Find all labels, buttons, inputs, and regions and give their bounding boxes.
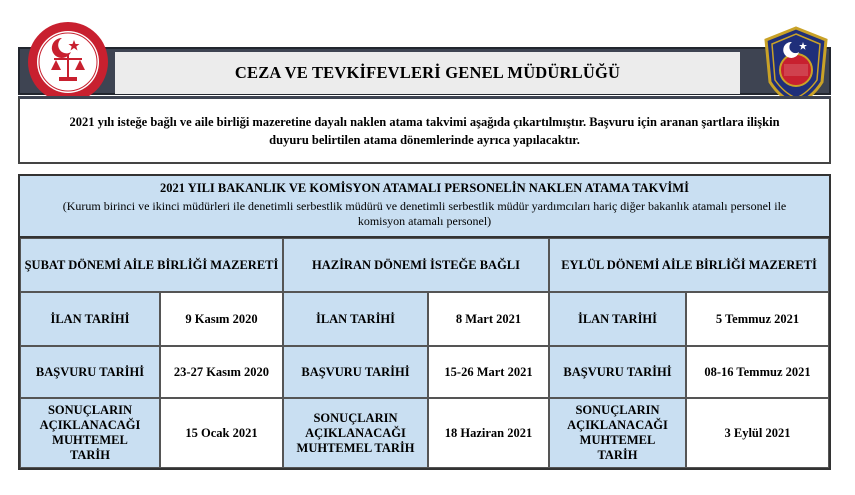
ilan-value-subat: 9 Kasım 2020 bbox=[160, 292, 283, 346]
period-header-eylul: EYLÜL DÖNEMİ AİLE BİRLİĞİ MAZERETİ bbox=[549, 238, 829, 292]
basvuru-value-haziran: 15-26 Mart 2021 bbox=[428, 346, 549, 398]
schedule-header bbox=[20, 176, 829, 238]
page-title: CEZA VE TEVKİFEVLERİ GENEL MÜDÜRLÜĞÜ bbox=[115, 52, 740, 94]
cte-shield-emblem-icon bbox=[762, 26, 830, 106]
ilan-label-subat: İLAN TARİHİ bbox=[20, 292, 160, 346]
ilan-label-eylul: İLAN TARİHİ bbox=[549, 292, 686, 346]
basvuru-value-eylul: 08-16 Temmuz 2021 bbox=[686, 346, 829, 398]
basvuru-label-subat: BAŞVURU TARİHİ bbox=[20, 346, 160, 398]
basvuru-label-eylul: BAŞVURU TARİHİ bbox=[549, 346, 686, 398]
sonuc-value-haziran: 18 Haziran 2021 bbox=[428, 398, 549, 468]
period-header-haziran: HAZİRAN DÖNEMİ İSTEĞE BAĞLI bbox=[283, 238, 549, 292]
sonuc-value-subat: 15 Ocak 2021 bbox=[160, 398, 283, 468]
ministry-of-justice-seal-icon bbox=[26, 20, 110, 104]
period-header-subat: ŞUBAT DÖNEMİ AİLE BİRLİĞİ MAZERETİ bbox=[20, 238, 283, 292]
sonuc-label-subat: SONUÇLARIN AÇIKLANACAĞI MUHTEMEL TARİH bbox=[20, 398, 160, 468]
basvuru-value-subat: 23-27 Kasım 2020 bbox=[160, 346, 283, 398]
ilan-label-haziran: İLAN TARİHİ bbox=[283, 292, 428, 346]
notice-text: 2021 yılı isteğe bağlı ve aile birliği mazeretine dayalı naklen atama takvimi aşağıda çıkartılmıştır. Başvuru için aranan şartlara ilişkin duyuru belirtilen atama dönemlerinde ayrıca yapılacaktır. bbox=[18, 96, 831, 164]
basvuru-label-haziran: BAŞVURU TARİHİ bbox=[283, 346, 428, 398]
schedule-title: 2021 YILI BAKANLIK VE KOMİSYON ATAMALI PERSONELİN NAKLEN ATAMA TAKVİMİ bbox=[160, 181, 689, 195]
sonuc-label-haziran: SONUÇLARIN AÇIKLANACAĞI MUHTEMEL TARİH bbox=[283, 398, 428, 468]
schedule-subtitle: (Kurum birinci ve ikinci müdürleri ile denetimli serbestlik müdürü ve denetimli serbestlik müdür yardımcıları hariç diğer bakanlık atamalı personel ile komisyon atamalı personel) bbox=[62, 199, 787, 228]
sonuc-label-eylul: SONUÇLARIN AÇIKLANACAĞI MUHTEMEL TARİH bbox=[549, 398, 686, 468]
ilan-value-eylul: 5 Temmuz 2021 bbox=[686, 292, 829, 346]
sonuc-value-eylul: 3 Eylül 2021 bbox=[686, 398, 829, 468]
ilan-value-haziran: 8 Mart 2021 bbox=[428, 292, 549, 346]
